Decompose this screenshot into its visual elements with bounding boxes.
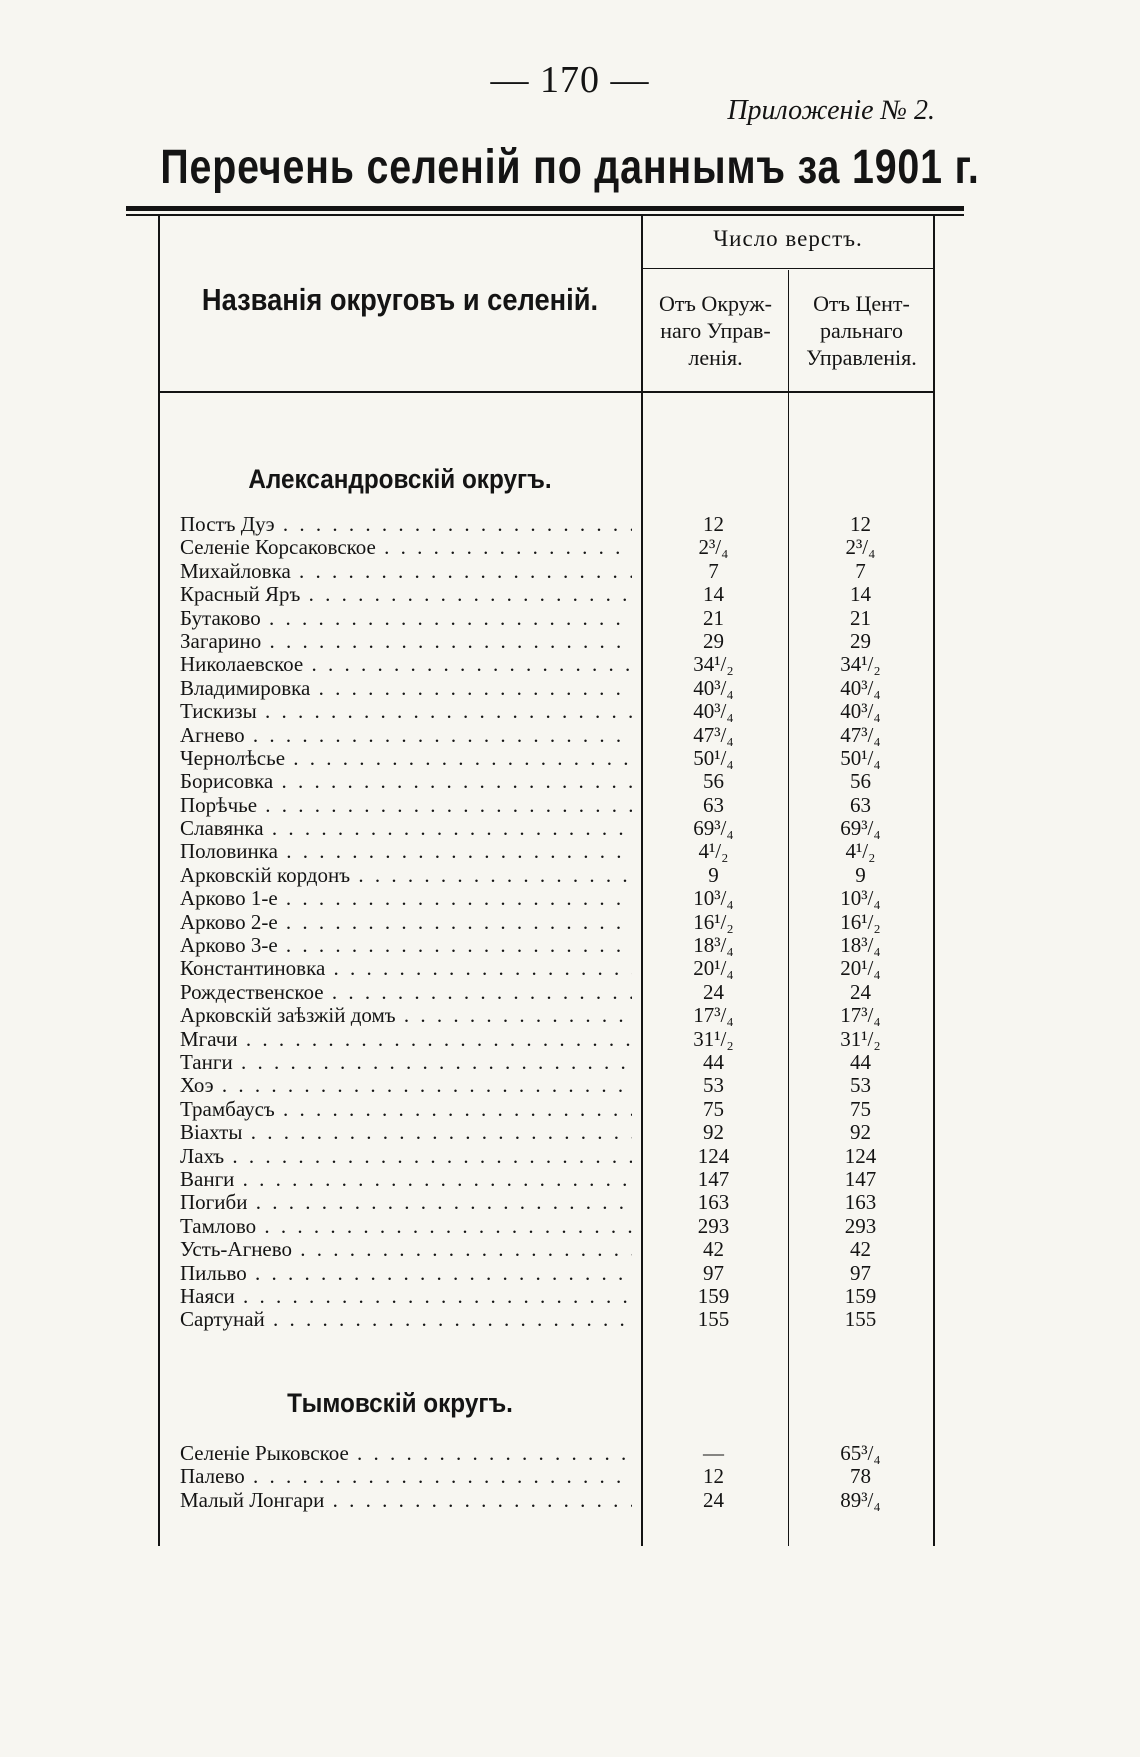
table-row — [180, 770, 933, 793]
settlement-name: Михайловка . . . — [180, 560, 632, 583]
district-title: Тымовскій округъ. — [287, 1388, 513, 1418]
table-row — [180, 1191, 933, 1214]
table-row — [180, 677, 933, 700]
top-rule-thin — [126, 214, 964, 216]
table-subheader-rule — [641, 268, 933, 269]
settlement-name: Сартунай . . . — [180, 1308, 632, 1331]
central-office-distance: 2³/₄ — [845, 535, 876, 560]
settlement-name: Ванги . . . — [180, 1168, 632, 1191]
table-row — [180, 934, 933, 957]
district-office-distance-header — [643, 290, 788, 371]
table-row — [180, 700, 933, 723]
table-row — [180, 794, 933, 817]
settlement-name: Лахъ . . . — [180, 1145, 632, 1168]
table-row — [180, 1215, 933, 1238]
district-office-distance: 20¹/₄ — [693, 956, 734, 981]
district-office-distance: 124 — [697, 1143, 730, 1168]
settlement-name: Танги . . . — [180, 1051, 632, 1074]
table-row — [180, 1489, 933, 1512]
district-office-distance: 14 — [703, 582, 724, 607]
table-row — [180, 653, 933, 676]
settlement-name: Наяси . . . — [180, 1285, 632, 1308]
header-line: ральнаго — [820, 318, 903, 343]
district-office-distance: 50¹/₄ — [693, 745, 734, 770]
names-column-header: Названія округовъ и селеній. — [201, 282, 599, 317]
district-office-distance: 42 — [703, 1237, 724, 1262]
settlement-name: Арково 1-е . . . — [180, 887, 632, 910]
table-row — [180, 630, 933, 653]
central-office-distance: 47³/₄ — [840, 722, 881, 747]
district-office-distance: 24 — [703, 979, 724, 1004]
settlement-name: Чернолѣсье . . . — [180, 747, 632, 770]
settlement-name: Усть-Агнево . . . — [180, 1238, 632, 1261]
district-office-distance: 40³/₄ — [693, 699, 734, 724]
table-row — [180, 1238, 933, 1261]
settlement-name: Славянка . . . — [180, 817, 632, 840]
settlement-name: Порѣчье . . . — [180, 794, 632, 817]
district-office-distance: 63 — [703, 792, 724, 817]
central-office-distance: 18³/₄ — [840, 933, 881, 958]
district-office-distance: 31¹/₂ — [693, 1026, 734, 1051]
settlement-name: Николаевское . . . — [180, 653, 632, 676]
table-row — [180, 1285, 933, 1308]
district-office-distance: 12 — [703, 1464, 724, 1489]
settlement-name: Трамбаусъ . . . — [180, 1098, 632, 1121]
table-row — [180, 887, 933, 910]
district-office-distance: 293 — [697, 1213, 730, 1238]
district-office-distance: 69³/₄ — [693, 816, 734, 841]
central-office-distance: 24 — [850, 979, 871, 1004]
table-row — [180, 583, 933, 606]
central-office-distance: 124 — [844, 1143, 877, 1168]
settlement-name: Арковскій кордонъ . . . — [180, 864, 632, 887]
district-office-distance: 56 — [703, 769, 724, 794]
central-office-distance: 21 — [850, 605, 871, 630]
central-office-distance: 97 — [850, 1260, 871, 1285]
central-office-distance: 9 — [855, 862, 866, 887]
central-office-distance: 78 — [850, 1464, 871, 1489]
central-office-distance: 50¹/₄ — [840, 745, 881, 770]
distance-group-header: Число верстъ. — [713, 226, 863, 251]
table-row — [180, 1051, 933, 1074]
page-number: — 170 — — [490, 59, 650, 101]
central-office-distance: 92 — [850, 1120, 871, 1145]
settlement-name: Хоэ . . . — [180, 1074, 632, 1097]
district-office-distance: 10³/₄ — [693, 886, 734, 911]
district-office-distance: 2³/₄ — [698, 535, 729, 560]
page-title: Перечень селеній по даннымъ за 1901 г. — [160, 141, 980, 194]
district-office-distance: 12 — [703, 512, 724, 536]
district-office-distance: 97 — [703, 1260, 724, 1285]
table-row — [180, 1465, 933, 1488]
district-office-distance: 18³/₄ — [693, 933, 734, 958]
central-office-distance: 16¹/₂ — [840, 909, 881, 934]
district-office-distance: 163 — [697, 1190, 730, 1215]
central-office-distance: 69³/₄ — [840, 816, 881, 841]
central-office-distance: 63 — [850, 792, 871, 817]
district-office-distance: 147 — [697, 1166, 730, 1191]
central-office-distance: 31¹/₂ — [840, 1026, 881, 1051]
table-row — [180, 981, 933, 1004]
header-line: Отъ Цент- — [813, 291, 910, 316]
settlement-name: Малый Лонгари . . . — [180, 1489, 632, 1512]
district-office-distance: 21 — [703, 605, 724, 630]
settlement-name: Постъ Дуэ . . . — [180, 513, 632, 536]
settlement-name: Константиновка . . . — [180, 957, 632, 980]
settlement-name: Загарино . . . — [180, 630, 632, 653]
central-office-distance: 7 — [855, 558, 866, 583]
district-title: Александровскій округъ. — [248, 464, 552, 494]
table-row — [180, 864, 933, 887]
district-office-distance: 34¹/₂ — [693, 652, 734, 677]
district-office-distance: 44 — [703, 1049, 724, 1074]
table-row — [180, 1074, 933, 1097]
district-office-distance: — — [703, 1441, 724, 1465]
header-line: наго Управ- — [660, 318, 771, 343]
central-office-distance: 14 — [850, 582, 871, 607]
central-office-distance: 56 — [850, 769, 871, 794]
central-office-distance: 40³/₄ — [840, 675, 881, 700]
settlement-name: Арковскій заѣзжій домъ . . . — [180, 1004, 632, 1027]
district-office-distance: 24 — [703, 1487, 724, 1512]
settlement-name: Погиби . . . — [180, 1191, 632, 1214]
central-office-distance: 75 — [850, 1096, 871, 1121]
central-office-distance: 53 — [850, 1073, 871, 1098]
central-office-distance: 44 — [850, 1049, 871, 1074]
table-row — [180, 817, 933, 840]
district-office-distance: 47³/₄ — [693, 722, 734, 747]
central-office-distance: 155 — [844, 1307, 877, 1332]
settlement-name: Половинка . . . — [180, 840, 632, 863]
table-row — [180, 1004, 933, 1027]
district-office-distance: 9 — [708, 862, 719, 887]
table-row — [180, 724, 933, 747]
district-office-distance: 16¹/₂ — [693, 909, 734, 934]
district-rows — [180, 1442, 933, 1512]
table-row — [180, 957, 933, 980]
settlement-name: Арково 3-е . . . — [180, 934, 632, 957]
table-row — [180, 1168, 933, 1191]
header-line: Отъ Окруж- — [659, 291, 772, 316]
table-row — [180, 1442, 933, 1465]
settlement-name: Рождественское . . . — [180, 981, 632, 1004]
district-office-distance: 40³/₄ — [693, 675, 734, 700]
table-row — [180, 607, 933, 630]
settlement-name: Тамлово . . . — [180, 1215, 632, 1238]
central-office-distance: 293 — [844, 1213, 877, 1238]
district-rows — [180, 513, 933, 1332]
central-office-distance: 12 — [850, 512, 871, 536]
central-office-distance: 10³/₄ — [840, 886, 881, 911]
central-office-distance: 20¹/₄ — [840, 956, 881, 981]
central-office-distance: 29 — [850, 628, 871, 653]
district-office-distance: 75 — [703, 1096, 724, 1121]
settlement-name: Мгачи . . . — [180, 1028, 632, 1051]
table-right-border — [933, 216, 935, 1546]
district-office-distance: 159 — [697, 1283, 730, 1308]
table-row — [180, 1121, 933, 1144]
settlement-name: Бутаково . . . — [180, 607, 632, 630]
settlement-name: Тискизы . . . — [180, 700, 632, 723]
table-row — [180, 560, 933, 583]
header-line: Управленія. — [806, 345, 917, 370]
table-row — [180, 911, 933, 934]
settlement-name: Пильво . . . — [180, 1262, 632, 1285]
central-office-distance: 147 — [844, 1166, 877, 1191]
central-office-distance: 17³/₄ — [840, 1003, 881, 1028]
district-office-distance: 53 — [703, 1073, 724, 1098]
central-office-distance: 159 — [844, 1283, 877, 1308]
district-office-distance: 155 — [697, 1307, 730, 1332]
central-office-distance: 40³/₄ — [840, 699, 881, 724]
table-header-bottom-rule — [158, 391, 933, 393]
table-row — [180, 1308, 933, 1331]
table-left-border — [158, 216, 160, 1546]
central-office-distance-header — [790, 290, 933, 371]
header-line: ленія. — [688, 345, 743, 370]
settlement-name: Селеніе Рыковское . . . — [180, 1442, 632, 1465]
table-row — [180, 840, 933, 863]
settlement-name: Віахты . . . — [180, 1121, 632, 1144]
central-office-distance: 42 — [850, 1237, 871, 1262]
settlement-name: Селеніе Корсаковское . . . — [180, 536, 632, 559]
settlement-name: Красный Яръ . . . — [180, 583, 632, 606]
table-row — [180, 1098, 933, 1121]
settlement-name: Борисовка . . . — [180, 770, 632, 793]
central-office-distance: 4¹/₂ — [845, 839, 876, 864]
district-office-distance: 17³/₄ — [693, 1003, 734, 1028]
appendix-label: Приложеніе № 2. — [727, 95, 935, 126]
settlement-name: Агнево . . . — [180, 724, 632, 747]
district-office-distance: 4¹/₂ — [698, 839, 729, 864]
top-rule-thick — [126, 206, 964, 211]
central-office-distance: 163 — [844, 1190, 877, 1215]
table-row — [180, 1262, 933, 1285]
table-row — [180, 747, 933, 770]
district-office-distance: 7 — [708, 558, 719, 583]
district-office-distance: 29 — [703, 628, 724, 653]
settlement-name: Арково 2-е . . . — [180, 911, 632, 934]
table-row — [180, 536, 933, 559]
central-office-distance: 89³/₄ — [840, 1487, 881, 1512]
table-row — [180, 513, 933, 536]
central-office-distance: 34¹/₂ — [840, 652, 881, 677]
table-row — [180, 1028, 933, 1051]
central-office-distance: 65³/₄ — [840, 1441, 881, 1465]
table-row — [180, 1145, 933, 1168]
district-office-distance: 92 — [703, 1120, 724, 1145]
settlement-name: Палево . . . — [180, 1465, 632, 1488]
settlement-name: Владимировка . . . — [180, 677, 632, 700]
